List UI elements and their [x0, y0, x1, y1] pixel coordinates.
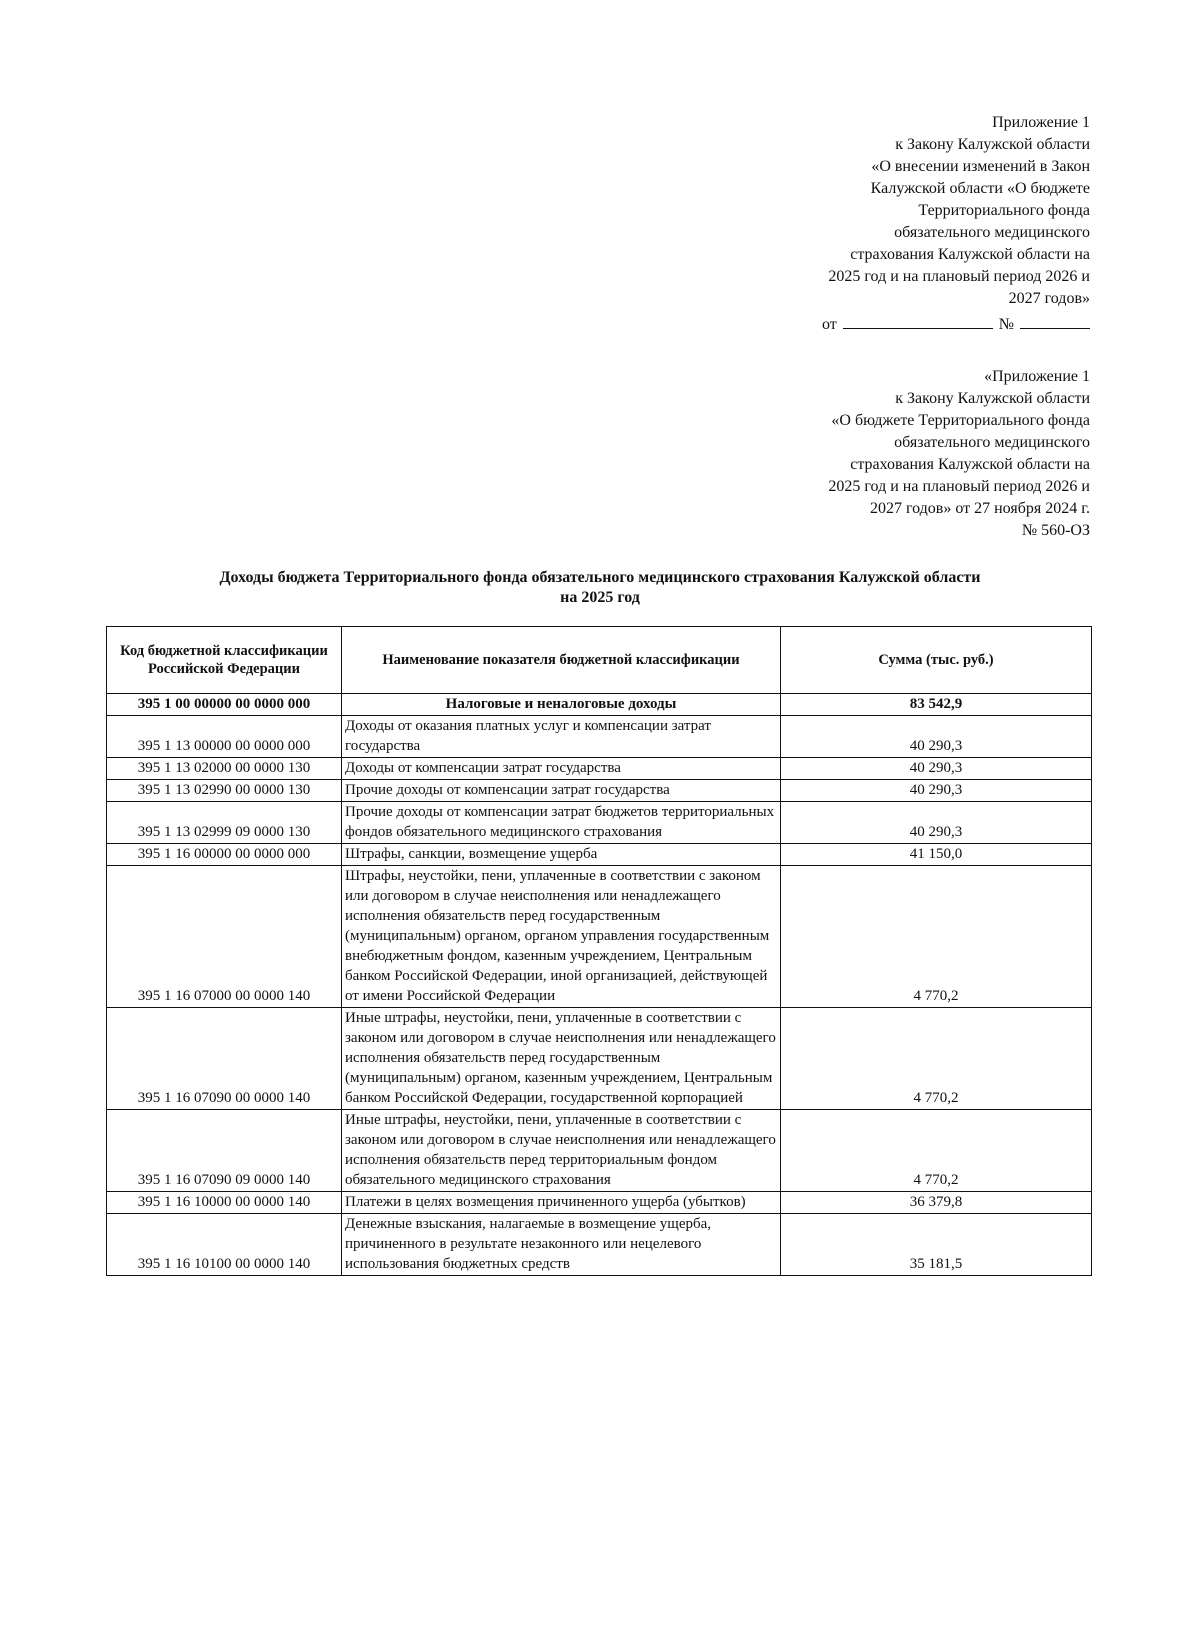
appendix-header [730, 112, 1090, 336]
appendix-header-line: страхования Калужской области на [850, 246, 1090, 263]
row-name: Платежи в целях возмещения причиненного ущерба (убытков) [342, 1192, 781, 1214]
revenue-table [106, 626, 1092, 1276]
row-sum: 40 290,3 [781, 802, 1092, 844]
previous-appendix-line: 2027 годов» от 27 ноября 2024 г. [869, 500, 1090, 517]
date-number-line [730, 314, 1090, 336]
row-sum: 41 150,0 [781, 844, 1092, 866]
row-sum: 40 290,3 [781, 758, 1092, 780]
table-row [107, 1192, 1092, 1214]
row-name: Доходы от компенсации затрат государства [342, 758, 781, 780]
column-header-code: Код бюджетной классификации Российской Федерации [107, 627, 342, 694]
row-code: 395 1 13 02990 00 0000 130 [107, 780, 342, 802]
row-sum: 35 181,5 [781, 1214, 1092, 1276]
row-name: Доходы от оказания платных услуг и компенсации затрат государства [342, 716, 781, 758]
appendix-header-line: 2025 год и на плановый период 2026 и [828, 268, 1090, 285]
row-name: Штрафы, санкции, возмещение ущерба [342, 844, 781, 866]
previous-appendix-line: 2025 год и на плановый период 2026 и [828, 478, 1090, 495]
appendix-header-line: 2027 годов» [1008, 290, 1090, 307]
row-name: Иные штрафы, неустойки, пени, уплаченные в соответствии с законом или договором в случае неисполнения или ненадлежащего исполнения обязательств перед территориальным фондом обязательного медицинского страхования [342, 1110, 781, 1192]
row-code: 395 1 16 07090 00 0000 140 [107, 1008, 342, 1110]
table-row [107, 780, 1092, 802]
row-sum: 36 379,8 [781, 1192, 1092, 1214]
previous-appendix-line: обязательного медицинского [894, 434, 1090, 451]
row-name: Иные штрафы, неустойки, пени, уплаченные в соответствии с законом или договором в случае неисполнения или ненадлежащего исполнения обязательств перед государственным (муниципальным) органом, казенным учреждением, Центральным банком Российской Федерации, государственной корпорацией [342, 1008, 781, 1110]
number-blank [1020, 314, 1090, 329]
previous-appendix-line: страхования Калужской области на [850, 456, 1090, 473]
row-name: Налоговые и неналоговые доходы [342, 694, 781, 716]
row-code: 395 1 16 10100 00 0000 140 [107, 1214, 342, 1276]
date-prefix: от [821, 316, 837, 333]
table-row [107, 758, 1092, 780]
appendix-header-line: Территориального фонда [918, 202, 1090, 219]
number-sign: № [998, 316, 1014, 333]
row-code: 395 1 00 00000 00 0000 000 [107, 694, 342, 716]
row-code: 395 1 16 10000 00 0000 140 [107, 1192, 342, 1214]
appendix-header-line: к Закону Калужской области [895, 136, 1090, 153]
table-row [107, 1110, 1092, 1192]
table-row [107, 866, 1092, 1008]
title-line-1: Доходы бюджета Территориального фонда обязательного медицинского страхования Калужской области [219, 569, 981, 586]
row-name: Денежные взыскания, налагаемые в возмещение ущерба, причиненного в результате незаконного или нецелевого использования бюджетных средств [342, 1214, 781, 1276]
document-title [108, 568, 1092, 608]
table-row [107, 802, 1092, 844]
row-code: 395 1 16 00000 00 0000 000 [107, 844, 342, 866]
row-code: 395 1 16 07090 09 0000 140 [107, 1110, 342, 1192]
row-sum: 40 290,3 [781, 716, 1092, 758]
row-name: Прочие доходы от компенсации затрат государства [342, 780, 781, 802]
table-row [107, 694, 1092, 716]
appendix-header-line: Калужской области «О бюджете [870, 180, 1090, 197]
appendix-header-line: обязательного медицинского [894, 224, 1090, 241]
previous-appendix-line: к Закону Калужской области [895, 390, 1090, 407]
row-name: Прочие доходы от компенсации затрат бюджетов территориальных фондов обязательного медицинского страхования [342, 802, 781, 844]
table-row [107, 716, 1092, 758]
row-code: 395 1 16 07000 00 0000 140 [107, 866, 342, 1008]
row-sum: 4 770,2 [781, 1110, 1092, 1192]
row-sum: 40 290,3 [781, 780, 1092, 802]
table-header-row [107, 627, 1092, 694]
date-blank [843, 314, 993, 329]
previous-appendix-header [730, 366, 1090, 542]
row-sum: 4 770,2 [781, 866, 1092, 1008]
column-header-name: Наименование показателя бюджетной классификации [342, 627, 781, 694]
row-sum: 4 770,2 [781, 1008, 1092, 1110]
row-code: 395 1 13 02999 09 0000 130 [107, 802, 342, 844]
previous-appendix-line: «Приложение 1 [984, 368, 1090, 385]
title-line-2: на 2025 год [560, 589, 640, 606]
row-sum: 83 542,9 [781, 694, 1092, 716]
previous-appendix-line: № 560-ОЗ [1021, 522, 1090, 539]
table-row [107, 844, 1092, 866]
appendix-header-line: «О внесении изменений в Закон [871, 158, 1090, 175]
row-code: 395 1 13 02000 00 0000 130 [107, 758, 342, 780]
appendix-header-line: Приложение 1 [992, 114, 1090, 131]
row-name: Штрафы, неустойки, пени, уплаченные в соответствии с законом или договором в случае неисполнения или ненадлежащего исполнения обязательств перед государственным (муниципальным) органом, органом управления государственным внебюджетным фондом, казенным учреждением, Центральным банком Российской Федерации, иной организацией, действующей от имени Российской Федерации [342, 866, 781, 1008]
column-header-sum: Сумма (тыс. руб.) [781, 627, 1092, 694]
table-row [107, 1008, 1092, 1110]
previous-appendix-line: «О бюджете Территориального фонда [831, 412, 1090, 429]
table-row [107, 1214, 1092, 1276]
row-code: 395 1 13 00000 00 0000 000 [107, 716, 342, 758]
